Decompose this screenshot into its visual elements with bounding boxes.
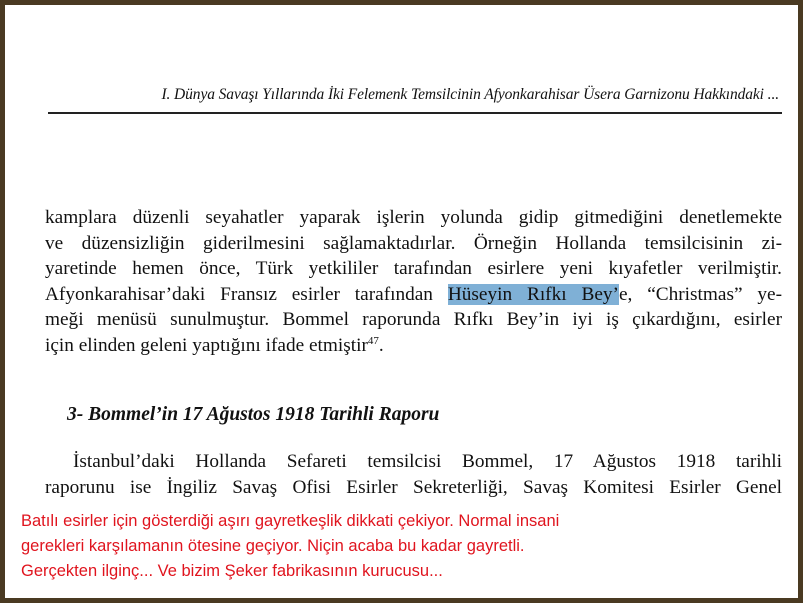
header-rule <box>48 112 782 114</box>
paragraph-1-last-line <box>45 333 782 359</box>
paragraph-2-line: raporunu ise İngiliz Savaş Ofisi Esirler Sekreterliği, Savaş Komitesi Esirler Genel <box>45 476 782 498</box>
paragraph-2-line: İstanbul’daki Hollanda Sefareti temsilcisi Bommel, 17 Ağustos 1918 tarihli <box>73 451 782 472</box>
comment-line: Batılı esirler için gösterdiği aşırı gayretkeşlik dikkati çekiyor. Normal insani <box>21 512 560 530</box>
text-segment: . <box>378 334 384 356</box>
text-segment: e, “Christmas” ye- <box>618 283 782 305</box>
section-heading: 3- Bommel’in 17 Ağustos 1918 Tarihli Raporu <box>67 404 440 425</box>
paragraph-1-line: meği menüsü sunulmuştur. Bommel raporunda Rıfkı Bey’in iyi iş çıkardığını, esirler <box>45 309 782 330</box>
text-segment: Afyonkarahisar’daki Fransız esirler tarafından <box>45 283 448 305</box>
comment-line: Gerçekten ilginç... Ve bizim Şeker fabrikasının kurucusu... <box>21 562 443 580</box>
footnote-reference[interactable]: 47 <box>367 334 379 347</box>
paragraph-1-line: ve düzensizliğin giderilmesini sağlamaktadırlar. Örneğin Hollanda temsilcisinin zi- <box>45 232 782 254</box>
text-segment: için elinden geleni yaptığını ifade etmiştir <box>45 334 368 356</box>
highlighted-name[interactable]: Hüseyin Rıfkı Bey’ <box>447 283 619 305</box>
running-title: I. Dünya Savaşı Yıllarında İki Felemenk Temsilcinin Afyonkarahisar Üsera Garnizonu Hakkındaki ... <box>161 86 779 103</box>
paragraph-2 <box>45 449 782 500</box>
paragraph-1 <box>45 205 782 358</box>
paragraph-1-line: kamplara düzenli seyahatler yaparak işlerin yolunda gidip gitmediğini denetlemekte <box>45 207 782 228</box>
paragraph-1-line-with-highlight <box>45 282 782 308</box>
annotation-comment <box>21 509 771 584</box>
running-header <box>52 86 779 104</box>
paragraph-1-line: yaretinde hemen önce, Türk yetkililer tarafından esirlere yeni kıyafetler verilmiştir. <box>45 258 782 279</box>
comment-line: gerekleri karşılamanın ötesine geçiyor. Niçin acaba bu kadar gayretli. <box>21 537 525 555</box>
